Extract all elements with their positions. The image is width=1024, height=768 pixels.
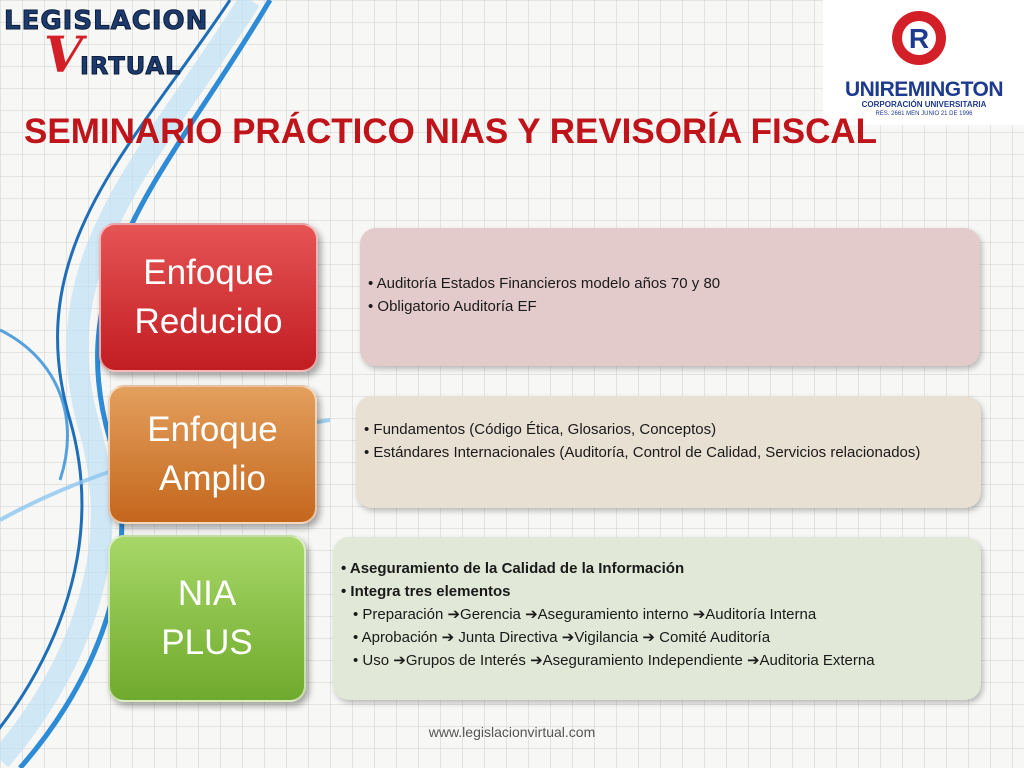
enfoque-amplio-description <box>356 396 981 508</box>
label-line1: Enfoque <box>143 253 274 293</box>
nia-plus-description <box>333 537 981 700</box>
uniremington-mark: R <box>908 23 930 54</box>
footer-url[interactable]: www.legislacionvirtual.com <box>428 724 596 740</box>
slide-title: SEMINARIO PRÁCTICO NIAS Y REVISORÍA FISCAL <box>24 112 878 151</box>
enfoque-amplio-label <box>108 385 317 524</box>
logo-text-line1: LEGISLACION <box>4 6 209 36</box>
label-line2: Reducido <box>134 301 283 341</box>
list-item: • Aprobación ➔ Junta Directiva ➔Vigilancia ➔ Comité Auditoría <box>353 629 771 646</box>
uniremington-subtitle: CORPORACIÓN UNIVERSITARIA <box>861 100 987 109</box>
nia-plus-label <box>108 535 306 702</box>
list-item: • Preparación ➔Gerencia ➔Aseguramiento interno ➔Auditoría Interna <box>353 606 817 623</box>
list-item: • Integra tres elementos <box>341 583 511 600</box>
uniremington-r-icon <box>889 8 949 68</box>
label-line2: PLUS <box>161 622 253 662</box>
label-line1: NIA <box>177 574 237 614</box>
list-item: • Aseguramiento de la Calidad de la Información <box>341 560 685 577</box>
logo-v-letter: V <box>44 25 83 84</box>
list-item: • Uso ➔Grupos de Interés ➔Aseguramiento Independiente ➔Auditoria Externa <box>353 652 875 669</box>
label-line1: Enfoque <box>147 410 278 450</box>
enfoque-reducido-description <box>360 228 980 366</box>
legislacion-virtual-logo <box>0 0 215 85</box>
label-line2: Amplio <box>159 458 266 498</box>
logo-text-line2: IRTUAL <box>80 52 182 80</box>
list-item: • Auditoría Estados Financieros modelo años 70 y 80 <box>368 275 721 292</box>
list-item: • Fundamentos (Código Ética, Glosarios, Conceptos) <box>364 421 717 438</box>
list-item: • Estándares Internacionales (Auditoría, Control de Calidad, Servicios relacionados) <box>364 444 921 461</box>
uniremington-resolution: RES. 2661 MEN JUNIO 21 DE 1996 <box>875 111 973 117</box>
list-item: • Obligatorio Auditoría EF <box>368 298 537 315</box>
uniremington-logo <box>823 0 1024 125</box>
uniremington-name: UNIREMINGTON <box>844 78 1004 101</box>
enfoque-reducido-label <box>99 223 318 372</box>
